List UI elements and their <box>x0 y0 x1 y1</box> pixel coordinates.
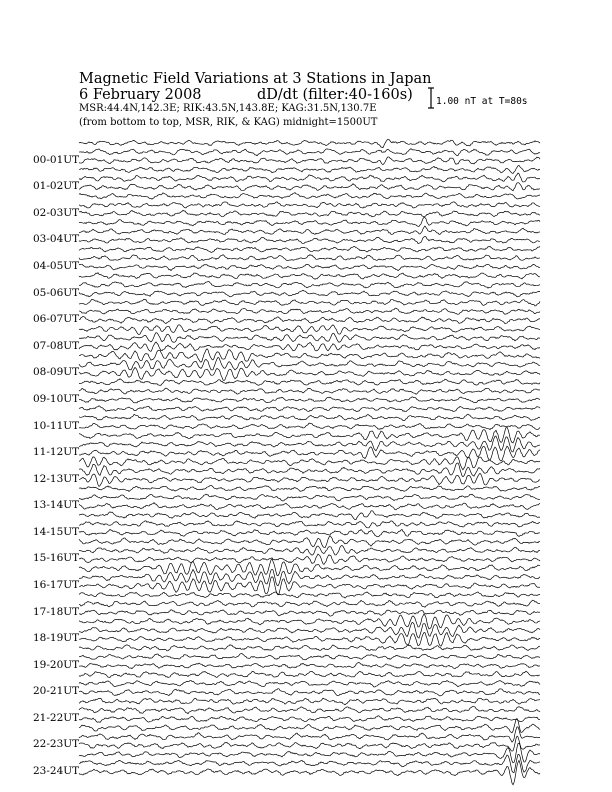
trace-kag-h14 <box>79 511 540 520</box>
trace-msr-h19 <box>79 663 540 669</box>
trace-kag-h02 <box>79 193 540 200</box>
hour-label-23: 23-24UT <box>33 765 80 778</box>
hour-label-18: 18-19UT <box>33 632 80 645</box>
trace-rik-h00 <box>79 149 540 156</box>
hour-label-15: 15-16UT <box>33 552 80 565</box>
hour-label-13: 13-14UT <box>33 499 80 512</box>
trace-kag-h13 <box>79 485 540 491</box>
order-note: (from bottom to top, MSR, RIK, & KAG) midnight=1500UT <box>79 117 378 128</box>
trace-msr-h13 <box>79 503 540 510</box>
trace-rik-h05 <box>79 282 540 289</box>
trace-kag-h15 <box>79 536 540 548</box>
trace-rik-h20 <box>79 680 540 687</box>
trace-kag-h17 <box>79 592 540 598</box>
trace-rik-h22 <box>79 727 540 742</box>
trace-rik-h19 <box>79 654 540 660</box>
trace-kag-h16 <box>79 559 540 576</box>
trace-kag-h20 <box>79 671 540 677</box>
trace-rik-h04 <box>79 255 540 261</box>
trace-msr-h03 <box>79 236 540 243</box>
hour-label-01: 01-02UT <box>33 180 80 193</box>
hour-label-09: 09-10UT <box>33 392 80 405</box>
hour-label-00: 00-01UT <box>33 153 80 166</box>
trace-msr-h15 <box>79 554 540 564</box>
hour-label-11: 11-12UT <box>33 446 80 459</box>
trace-msr-h09 <box>79 397 540 403</box>
hour-label-17: 17-18UT <box>33 605 80 618</box>
trace-kag-h08 <box>79 349 540 362</box>
hour-label-20: 20-21UT <box>33 685 80 698</box>
trace-rik-h06 <box>79 308 540 314</box>
hour-label-07: 07-08UT <box>33 339 80 352</box>
trace-msr-h18 <box>79 633 540 647</box>
trace-rik-h11 <box>79 436 540 452</box>
trace-msr-h16 <box>79 577 540 595</box>
trace-rik-h10 <box>79 414 540 420</box>
trace-kag-h04 <box>79 246 540 252</box>
trace-kag-h12 <box>79 457 540 470</box>
trace-rik-h07 <box>79 333 540 343</box>
trace-msr-h23 <box>79 760 540 784</box>
trace-msr-h02 <box>79 210 540 217</box>
trace-kag-h00 <box>79 139 540 147</box>
hour-label-22: 22-23UT <box>33 738 80 751</box>
trace-rik-h13 <box>79 494 540 501</box>
trace-msr-h06 <box>79 316 540 323</box>
trace-rik-h14 <box>79 521 540 528</box>
hour-label-12: 12-13UT <box>33 472 80 485</box>
trace-rik-h09 <box>79 388 540 394</box>
hour-label-03: 03-04UT <box>33 233 80 246</box>
trace-kag-h05 <box>79 273 540 280</box>
trace-msr-h07 <box>79 342 540 351</box>
trace-rik-h21 <box>79 706 540 713</box>
trace-kag-h11 <box>79 427 540 443</box>
trace-kag-h21 <box>79 698 540 705</box>
trace-msr-h10 <box>79 423 540 429</box>
trace-msr-h00 <box>79 157 540 165</box>
trace-msr-h08 <box>79 367 540 380</box>
hour-label-19: 19-20UT <box>33 658 80 671</box>
trace-rik-h15 <box>79 545 540 555</box>
trace-msr-h12 <box>79 473 540 486</box>
trace-rik-h03 <box>79 226 540 234</box>
mode-label: dD/dt (filter:40-160s) <box>257 87 413 103</box>
trace-rik-h01 <box>79 173 540 182</box>
hour-label-21: 21-22UT <box>33 711 80 724</box>
trace-kag-h06 <box>79 299 540 306</box>
hour-label-05: 05-06UT <box>33 286 80 299</box>
trace-msr-h01 <box>79 183 540 191</box>
trace-rik-h23 <box>79 754 540 772</box>
trace-msr-h11 <box>79 446 540 461</box>
scale-bar-label: 1.00 nT at T=80s <box>436 96 528 107</box>
trace-msr-h17 <box>79 610 540 616</box>
trace-kag-h18 <box>79 614 540 629</box>
trace-rik-h17 <box>79 600 540 607</box>
trace-msr-h14 <box>79 529 540 536</box>
hour-label-06: 06-07UT <box>33 313 80 326</box>
hour-label-16: 16-17UT <box>33 579 80 591</box>
trace-rik-h08 <box>79 357 540 370</box>
trace-rik-h18 <box>79 623 540 639</box>
trace-msr-h04 <box>79 264 540 270</box>
trace-kag-h10 <box>79 406 540 412</box>
trace-kag-h01 <box>79 165 540 173</box>
trace-kag-h07 <box>79 325 540 335</box>
trace-panel <box>79 139 540 785</box>
hour-label-08: 08-09UT <box>33 366 80 379</box>
trace-msr-h21 <box>79 716 540 723</box>
trace-rik-h12 <box>79 463 540 477</box>
stations-info: MSR:44.4N,142.3E; RIK:43.5N,143.8E; KAG:31.5N,130.7E <box>79 103 377 114</box>
hour-label-10: 10-11UT <box>33 419 80 432</box>
trace-msr-h22 <box>79 736 540 751</box>
chart-title: Magnetic Field Variations at 3 Stations in Japan <box>79 71 432 87</box>
trace-kag-h09 <box>79 379 540 386</box>
trace-kag-h19 <box>79 645 540 651</box>
trace-kag-h03 <box>79 217 540 226</box>
hour-label-14: 14-15UT <box>33 525 80 538</box>
scale-bar <box>428 88 434 108</box>
trace-rik-h02 <box>79 202 540 208</box>
date-label: 6 February 2008 <box>79 87 202 103</box>
hour-label-02: 02-03UT <box>33 206 80 219</box>
trace-msr-h20 <box>79 689 540 696</box>
trace-msr-h05 <box>79 290 540 297</box>
hour-label-04: 04-05UT <box>33 260 80 273</box>
